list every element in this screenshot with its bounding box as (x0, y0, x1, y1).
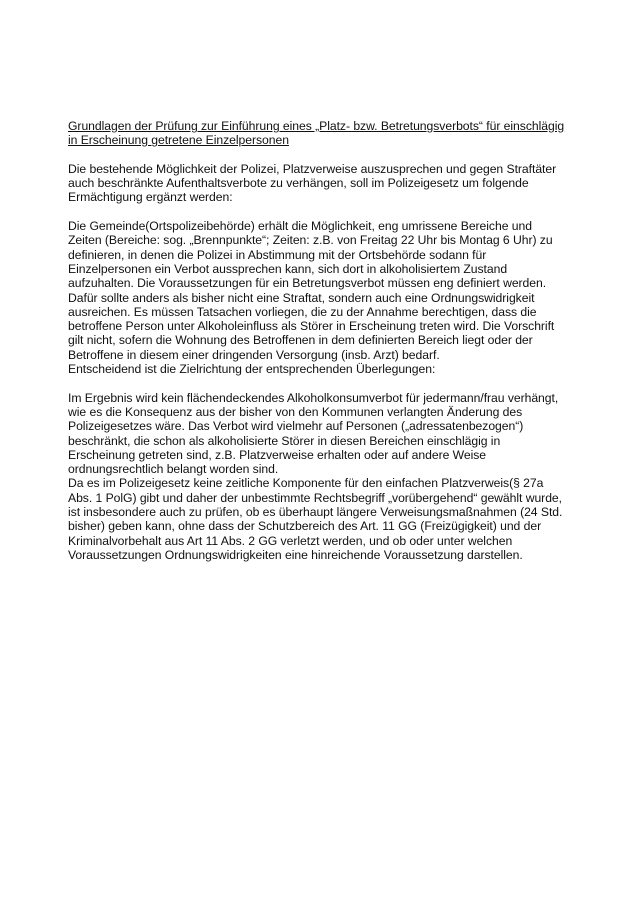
paragraph-intro: Die bestehende Möglichkeit der Polizei, Platzverweise auszusprechen und gegen Straftäter auch beschränkte Aufenthaltsverbote zu verhängen, soll im Polizeigesetz um folgende Ermächtigung ergänzt werden: (68, 161, 557, 205)
paragraph-objective: Entscheidend ist die Zielrichtung der entsprechenden Überlegungen: (68, 362, 436, 377)
document-body (68, 119, 568, 562)
spacer (68, 376, 568, 390)
document-title: Grundlagen der Prüfung zur Einführung eines „Platz- bzw. Betretungsverbots“ für einschlägig in Erscheinung getretene Einzelpersonen (68, 119, 565, 148)
spacer (68, 148, 568, 162)
paragraph-municipality: Die Gemeinde(Ortspolizeibehörde) erhält die Möglichkeit, eng umrissene Bereiche und Zeiten (Bereiche: sog. „Brennpunkte“; Zeiten: z.B. von Freitag 22 Uhr bis Montag 6 Uhr) zu definieren, in denen die Polizei in Abstimmung mit der Ortsbehörde sodann für Einzelpersonen ein Verbot aussprechen kann, sich dort in alkoholisiertem Zustand aufzuhalten. Die Voraussetzungen für ein Betretungsverbot müssen eng definiert werden. Dafür sollte anders als bisher nicht eine Straftat, sondern auch eine Ordnungswidrigkeit ausreichen. Es müssen Tatsachen vorliegen, die zu der Annahme berechtigen, dass die betroffene Person unter Alkoholeinfluss als Störer in Erscheinung treten wird. Die Vorschrift gilt nicht, sofern die Wohnung des Betroffenen in dem definierten Bereich liegt oder der Betroffene in diesem einer dringenden Versorgung (insb. Arzt) bedarf. (68, 219, 555, 362)
paragraph-legal-check: Da es im Polizeigesetz keine zeitliche Komponente für den einfachen Platzverweis(§ 27a Abs. 1 PolG) gibt und daher der unbestimmte Rechtsbegriff „vorübergehend“ gewählt wurde, ist insbesondere auch zu prüfen, ob es überhaupt längere Verweisungsmaßnahmen (24 Std. bisher) geben kann, ohne dass der Schutzbereich des Art. 11 GG (Freizügigkeit) und der Kriminalvorbehalt aus Art 11 Abs. 2 GG verletzt werden, und ob oder unter welchen Voraussetzungen Ordnungswidrigkeiten eine hinreichende Voraussetzung darstellen. (68, 476, 563, 562)
spacer (68, 205, 568, 219)
paragraph-result: Im Ergebnis wird kein flächendeckendes Alkoholkonsumverbot für jedermann/frau verhängt, wie es die Konsequenz aus der bisher von den Kommunen verlangten Änderung des Polizeigesetzes wäre. Das Verbot wird vielmehr auf Personen („adressatenbezogen“) beschränkt, die schon als alkoholisierte Störer in diesen Bereichen einschlägig in Erscheinung getreten sind, z.B. Platzverweise erhalten oder auf andere Weise ordnungsrechtlich belangt worden sind. (68, 390, 559, 477)
